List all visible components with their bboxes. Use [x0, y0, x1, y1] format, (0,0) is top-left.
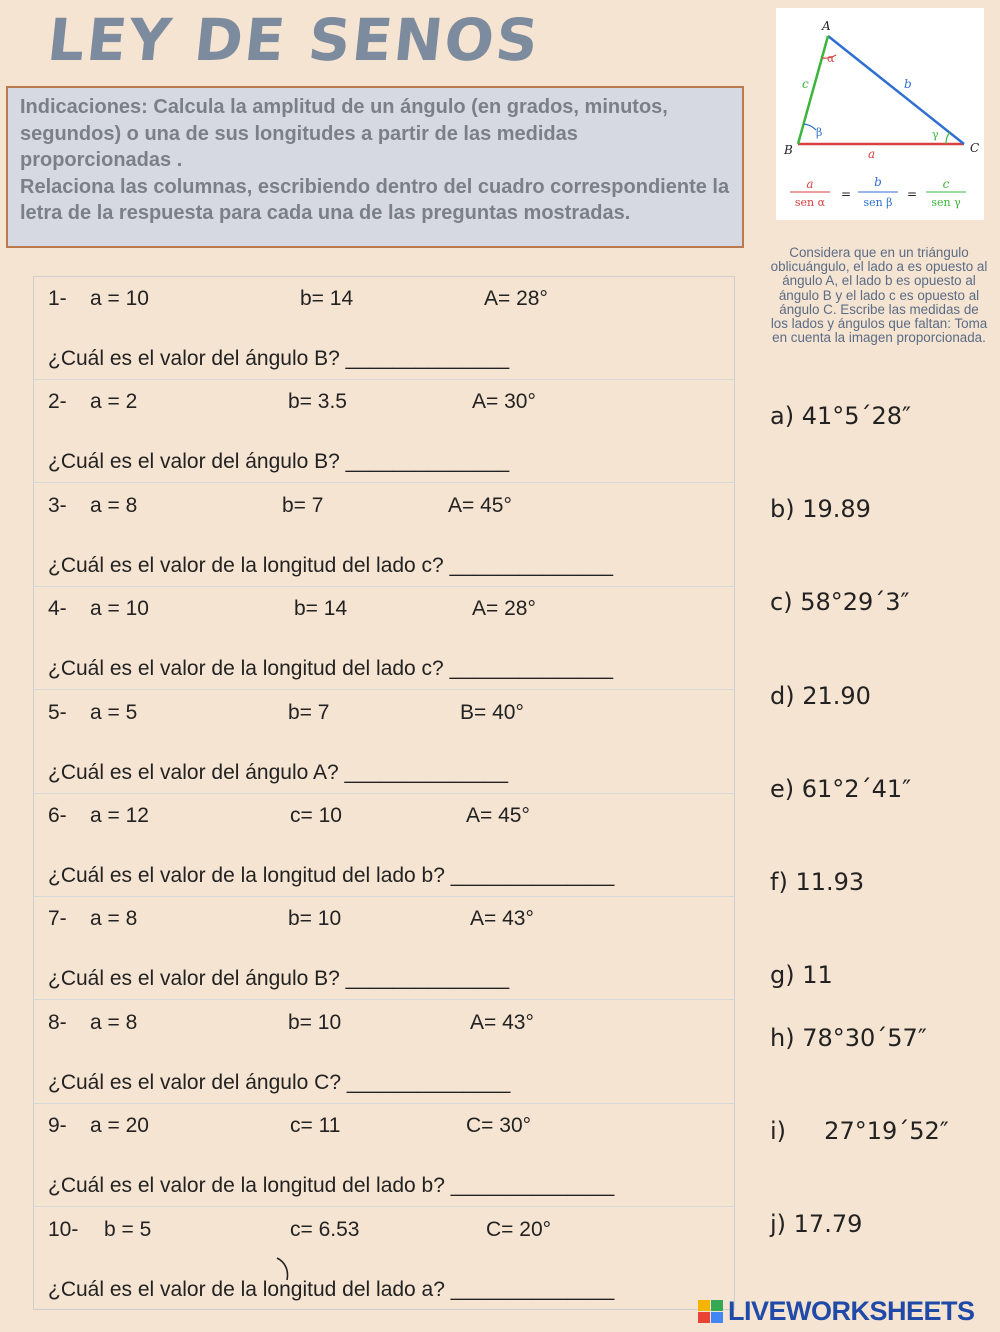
answer-option: g) 11: [770, 961, 833, 989]
pen-mark-icon: [275, 1256, 295, 1282]
given-value-3: A= 45°: [448, 493, 512, 517]
question-number: 7-: [48, 907, 67, 931]
given-value-1: a = 10: [90, 597, 149, 621]
answer-option: e) 61°2´41″: [770, 775, 912, 803]
formula-numerator-c: c: [942, 177, 950, 191]
answer-option: h) 78°30´57″: [770, 1024, 927, 1052]
answer-option: c) 58°29´3″: [770, 588, 910, 616]
question-row: [34, 277, 734, 380]
question-givens: [48, 1011, 728, 1037]
given-value-1: a = 20: [90, 1114, 149, 1138]
given-value-3: C= 20°: [486, 1217, 552, 1241]
side-b-label: b: [904, 77, 912, 91]
question-text[interactable]: ¿Cuál es el valor del ángulo C? ______________: [48, 1070, 511, 1094]
question-givens: [48, 494, 728, 520]
question-row: [34, 897, 734, 1000]
given-value-2: c= 10: [290, 804, 342, 827]
question-row: [34, 794, 734, 897]
answer-option: f) 11.93: [770, 868, 865, 896]
given-value-3: A= 45°: [466, 804, 530, 827]
question-row: [34, 1104, 734, 1207]
question-text[interactable]: ¿Cuál es el valor de la longitud del lado b? ______________: [48, 1174, 615, 1198]
answer-option: a) 41°5´28″: [770, 402, 912, 430]
question-text[interactable]: ¿Cuál es el valor del ángulo B? ______________: [48, 450, 510, 474]
question-row: [34, 484, 734, 587]
angle-beta-label: β: [816, 126, 823, 139]
question-text[interactable]: ¿Cuál es el valor de la longitud del lado a? ______________: [48, 1277, 615, 1301]
question-text[interactable]: ¿Cuál es el valor del ángulo B? ______________: [48, 967, 510, 991]
question-row: [34, 1208, 734, 1311]
side-c-label: c: [802, 77, 809, 91]
question-number: 10-: [48, 1217, 79, 1241]
angle-gamma-label: γ: [932, 128, 939, 141]
given-value-3: A= 30°: [472, 390, 536, 414]
given-value-1: a = 8: [90, 1010, 138, 1034]
vertex-c-label: C: [970, 141, 980, 155]
question-number: 5-: [48, 700, 67, 724]
given-value-2: b= 10: [288, 1010, 342, 1034]
question-number: 1-: [48, 287, 67, 310]
answer-option: d) 21.90: [770, 682, 871, 710]
question-number: 4-: [48, 597, 67, 621]
question-text[interactable]: ¿Cuál es el valor de la longitud del lado c? ______________: [48, 657, 614, 681]
question-number: 8-: [48, 1010, 67, 1034]
question-text[interactable]: ¿Cuál es el valor del ángulo A? ______________: [48, 760, 509, 784]
given-value-3: A= 28°: [484, 287, 548, 310]
given-value-1: b = 5: [104, 1217, 152, 1241]
given-value-2: c= 6.53: [290, 1217, 360, 1241]
question-givens: [48, 597, 728, 623]
formula-equals-1: =: [840, 187, 852, 201]
formula-equals-2: =: [906, 187, 918, 201]
given-value-2: b= 7: [288, 700, 330, 724]
given-value-3: A= 43°: [470, 907, 534, 931]
given-value-3: A= 28°: [472, 597, 536, 621]
answer-list: [770, 0, 1000, 1332]
page-title: LEY DE SENOS: [44, 6, 544, 74]
questions-table: [33, 276, 735, 1310]
given-value-1: a = 2: [90, 390, 138, 414]
answer-option: b) 19.89: [770, 495, 871, 523]
given-value-3: B= 40°: [460, 700, 524, 724]
question-row: [34, 380, 734, 483]
formula-denominator-c: sen γ: [931, 196, 961, 209]
question-number: 2-: [48, 390, 67, 414]
question-number: 3-: [48, 493, 67, 517]
liveworksheets-logo: [698, 1296, 998, 1328]
given-value-2: b= 10: [288, 907, 342, 931]
instructions-text-1: Indicaciones: Calcula la amplitud de un ángulo (en grados, minutos, segundos) o una de sus longitudes a partir de las medidas proporcionadas .: [20, 96, 668, 171]
formula-numerator-b: b: [874, 175, 882, 189]
answer-option: i) 27°19´52″: [770, 1117, 949, 1145]
question-text[interactable]: ¿Cuál es el valor de la longitud del lado b? ______________: [48, 864, 615, 887]
question-givens: [48, 390, 728, 416]
question-givens: [48, 804, 728, 830]
side-a-label: a: [868, 147, 876, 161]
question-number: 9-: [48, 1114, 67, 1138]
vertex-a-label: A: [822, 19, 831, 33]
given-value-3: C= 30°: [466, 1114, 532, 1138]
liveworksheets-logo-icon: [698, 1300, 724, 1324]
question-row: [34, 587, 734, 690]
question-text[interactable]: ¿Cuál es el valor del ángulo B? ______________: [48, 347, 510, 370]
answer-option: j) 17.79: [770, 1210, 863, 1238]
question-number: 6-: [48, 804, 67, 827]
question-givens: [48, 701, 728, 727]
given-value-2: b= 14: [294, 597, 348, 621]
given-value-1: a = 10: [90, 287, 149, 310]
question-text[interactable]: ¿Cuál es el valor de la longitud del lado c? ______________: [48, 553, 614, 577]
formula-denominator-b: sen β: [863, 196, 893, 209]
given-value-1: a = 8: [90, 907, 138, 931]
question-givens: [48, 287, 728, 313]
vertex-b-label: B: [784, 143, 793, 157]
given-value-1: a = 8: [90, 493, 138, 517]
given-value-2: b= 14: [300, 287, 354, 310]
logo-text: LIVEWORKSHEETS: [728, 1296, 975, 1326]
question-row: [34, 691, 734, 794]
given-value-2: b= 7: [282, 493, 324, 517]
question-givens: [48, 1218, 728, 1244]
question-givens: [48, 907, 728, 933]
given-value-1: a = 12: [90, 804, 149, 827]
given-value-3: A= 43°: [470, 1010, 534, 1034]
given-value-1: a = 5: [90, 700, 138, 724]
given-value-2: c= 11: [290, 1114, 341, 1138]
angle-alpha-label: α: [827, 52, 835, 65]
formula-denominator-a: sen α: [794, 196, 826, 209]
formula-numerator-a: a: [806, 177, 814, 191]
instructions-text-2: Relaciona las columnas, escribiendo dentro del cuadro correspondiente la letra de la respuesta para cada una de las preguntas mostradas.: [20, 175, 730, 224]
note-text: Considera que en un triángulo oblicuángulo, el lado a es opuesto al ángulo A, el lado b es opuesto al ángulo B y el lado c es opuesto al ángulo C. Escribe las medidas de los lados y ángulos que faltan: Toma en cuenta la imagen proporcionada.: [770, 245, 988, 346]
given-value-2: b= 3.5: [288, 390, 347, 414]
instructions-box: [6, 86, 744, 248]
question-givens: [48, 1114, 728, 1140]
question-row: [34, 1001, 734, 1104]
